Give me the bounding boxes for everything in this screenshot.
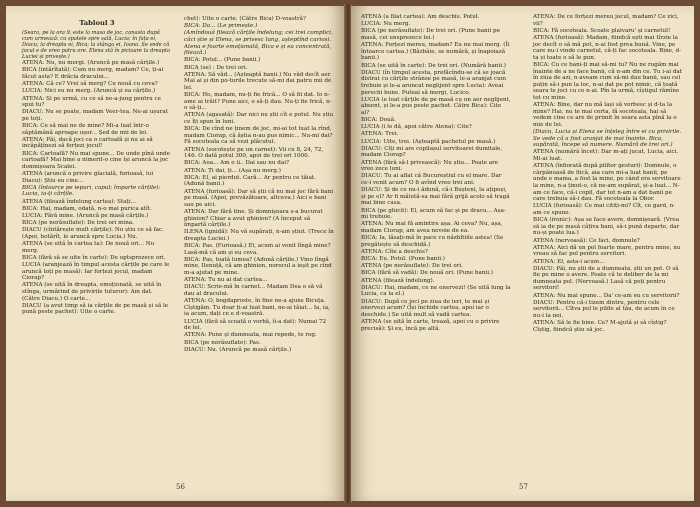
script-paragraph: BICA: Ia, lăsați-mă în pace cu năzbîtiile astea! (Se pregătește să deschidă.) bbox=[361, 235, 504, 248]
script-paragraph: ATENA: Trei. bbox=[361, 131, 399, 138]
script-paragraph: LUCIA (aranjează în timpul acesta cărțile pe care le aruncă toți pe masă): Iar forțezi jocul, madam Ciorap? bbox=[22, 262, 170, 282]
script-paragraph: ATENA: Nu, nu mergi. (Aruncă pe masă cărțile.) bbox=[22, 60, 160, 67]
script-paragraph: ATENA: Cîte a deschis? bbox=[361, 248, 428, 255]
script-paragraph: BICA: Fă socoteala. Scoate plaivaru' și carnetul! bbox=[533, 27, 671, 34]
script-paragraph: ATENA: Aici dă un pol foarte mare, pentru mine, nu vreau să fac pol pentru servitori. bbox=[533, 244, 681, 258]
script-paragraph: (Amîndouă filează cărțile îndelung; cei trei complici, câci știe și Elena, se privesc lung, așteptînd curioși. Atena e foarte emoționată, Bica e și ea concentrată, filează.) bbox=[184, 30, 333, 57]
script-paragraph: ATENA: De ce forțezi mereu jocul, madam? Ce zici, vii? bbox=[533, 14, 679, 27]
script-paragraph: LUCIA (e loat cărțile de pe masă cu un aer neglijent, absent, și le-a pus peste pachet. Către Bica): Cite ai? bbox=[361, 96, 511, 116]
script-paragraph: BICA (se) : De trei ori. bbox=[184, 64, 248, 71]
script-paragraph: (Seara, pe la ora 9, este la masa de joc, canasta după cum urmează: cu spatele spre sală, Lucia; în fața ei, Diacu; la dreapta ei, Bica; la stânga ei, Ioana. Se vede că jocul e de vreo patru ore. Elena stă în picioare la dreapta Luciei și privește.) bbox=[22, 29, 171, 60]
script-paragraph: ATENA: Pune și dumneata, mai repede, te rog. bbox=[184, 332, 317, 339]
script-paragraph: ATENA: Forțezi mereu, madam? Eu nu mai merg. (Îi întoarce cartea.) (Bâzbâie, se numără, și înapoiază banii.) bbox=[361, 42, 510, 62]
scene-title: Tabloul 3 bbox=[79, 19, 115, 27]
script-paragraph: ATENA (socotește pe un carnet): Vii cu 8, 24, 72, 146. O dată potul 300, apoi de trei ori 1000. bbox=[184, 146, 324, 160]
script-paragraph: ATENA: Bine, dar nu mă lași să vorbesc și d-ta la mine? Hai, nu te mai certa, fă socoteala, hai să vedem cine ce are de primit în seara asta pînă la o mie de lei. bbox=[533, 102, 677, 128]
script-paragraph: BICA (pe nerăsuflate): Pas. bbox=[184, 339, 261, 346]
script-paragraph: chet): Uite o carte. (Către Bica) D-voastră? bbox=[184, 16, 306, 22]
script-paragraph: BICA (pe ghicit): El, acum să fac și pe dracu... Așa-mi trebuie. bbox=[361, 207, 506, 221]
script-paragraph: ATENA (agasată): Dar nici nu știi cît e potul. Nu știu ce îți spun în luni. bbox=[184, 112, 334, 126]
script-paragraph: ATENA (aruncă o privire glacială, furioasă, lui Diacu): Știu eu cine... bbox=[22, 171, 154, 184]
script-paragraph: ATENA: Și pe urmă, cu ce să ne-a-jung pentru ce spui tu? bbox=[22, 95, 161, 109]
script-paragraph: ATENA: Că ce? Vrei să merg? Cu nouă cu ceva? bbox=[22, 81, 158, 88]
script-paragraph: BICA: Pas, toată lumea? (Adună cărțile.) Vino lîngă mine, Ilenuță, că am ghinion, norocul a ieșit pe cînd m-a ajutat pe mine. bbox=[184, 256, 332, 277]
script-paragraph: BICA: Cu ce bani-ți mai să-mi tu? Nu ne rugăm mai înainte de a ne face banii, că n-am din ce. Tu i-ai dat în ziua de azi, n-aveam cum să-mi dau banii, sau cel puțin să-i pun la loc, n-ai dat pe pot nimic, că toată seara te joci cu ce n-ai. Pîn la urmă, cîștigul rămîne tot cu mine. bbox=[533, 61, 682, 101]
script-paragraph: ATENA: O, bogdaproste, în fine ne-a ajuns Bicuța. Cîștigăm. Tu doar ți-ai luat bani, ne-ai tăiat... Ia, ia, ia acum, dați ce e d-voastră. bbox=[184, 298, 330, 318]
script-paragraph: BICA (ironic): Așa se face avere, domnișoară. (Vrea să ia de pe masă câțiva bani, să-i pună departe, dar nu-și poate lua.) bbox=[533, 217, 680, 237]
script-paragraph: LUCIA (i le dă, apoi către Atena): Cite? bbox=[361, 124, 472, 131]
script-paragraph: BICA: Ho, madam, nu-ți fie frică... O să fii dat. Io n-ame ai trăit? Pune aici, o să-ți dau. Nu-ți fie frică, n-o să-ți... bbox=[184, 92, 332, 112]
script-paragraph: BICA (pe nerăsuflate): De trei ori. (Pune banii pe masă, cei unsprezece lei.) bbox=[361, 28, 500, 41]
script-paragraph: DIACU: Nu. (Aruncă pe masă cărțile.) bbox=[184, 346, 292, 353]
script-paragraph: ATENA (pe nerăsuflate): De trei ori. bbox=[361, 263, 463, 270]
script-paragraph: BICA (se uită în carte): De trei ori. (Numără banii.) bbox=[361, 62, 506, 69]
script-paragraph: ATENA: Ți dai, ți... (Așa nu merg.) bbox=[184, 167, 281, 174]
script-paragraph: ILENA (ignidă): Nu vă supărați, n-am știut. (Trece în dreapta Luciei.) bbox=[184, 229, 334, 242]
script-paragraph: ATENA (filează îndelung cartea): Stați... bbox=[22, 198, 136, 205]
script-paragraph: BICA: El, ai pierdut. Cară... Ar pentru ce tăiat. (Adună banii.) bbox=[184, 174, 316, 188]
script-paragraph: ATENA: Să văd... (Așteaptă banii.) Nu văd decît aer. Mai ai și din po-turile trecute să-mi dai patru mii de lei. bbox=[184, 71, 332, 91]
script-paragraph: BICA (fără să vadă): De nouă ori. (Pune banii.) bbox=[361, 270, 493, 277]
script-paragraph: DIACU: Nu se poate, madam Veer-tea. Ne-ai ușurat pe toți. bbox=[22, 109, 168, 122]
script-paragraph: ATENA: Tu nu ai dat cartea... bbox=[184, 277, 268, 284]
script-paragraph: ATENA (nervoasă): Ce faci, domnule? bbox=[533, 237, 640, 244]
script-paragraph: DIACU (în timpul acesta, prefăcîndu-se că se joacă distrat cu cărțile strânse pe masă, le-a aranjat cum trebuie și le-a aruncat neglijent spre Lucia): Aveai perechi bune. Puteai să mergi, Lucico. bbox=[361, 69, 507, 96]
script-paragraph: BICA (pe nerăsuflate): De trei ori mina. bbox=[22, 220, 134, 227]
script-paragraph: DIACU: Păi, nu știi de a dumneata, știi un pot. O să fie pe mine o avere. Poate că te deliber de la mi dumneata pol. (Nervoasă.) Lasă că poți pentru servitori! bbox=[533, 265, 679, 292]
script-paragraph: DIACU (cîntărește mult cărțile): Nu știu ce să fac. (Apoi, hotărît, le aruncă spre Lucia.) Nu. bbox=[22, 227, 164, 240]
script-paragraph: ATENA: Nu mai fă amintire așa. Ai ceva? Nu, așa, madam Ciorap, am avea nevoie de ea. bbox=[361, 221, 503, 234]
script-paragraph: ATENA (a filat cartea): Am deschis. Potul. bbox=[361, 14, 480, 20]
script-paragraph: BICA: Eu. Potul. (Pune banii.) bbox=[361, 256, 445, 263]
script-paragraph: ATENA (înfiorată după pilitor gesturi): Domnule, o cârpănoasă de fiică, aia care mi-a luat banii, pe unde e mama, a fost la mine, pe când era servitoare la mine, n-a ținut-o, că ne-am supărat, și-a luat... N-am ce face, că-i copil, dar tot n-am a dat banii pe care trebuia să-i dau. Fă socoteala la Obor. bbox=[533, 163, 681, 203]
script-paragraph: DIACU (a avut timp să ia cărțile de pe masă și să le pună peste pachet): Uite o carte. bbox=[22, 302, 169, 316]
script-paragraph: DIACU: Pentru că-i tizem dintru, pentru cele servitorii... Cîtva pol le pilde al tău, de acum în ce nu-i la noi. bbox=[533, 299, 675, 320]
script-paragraph: ATENA (numără încet): Dar m-ați jucat, Lucia, aici. Mi-ai luat. bbox=[533, 149, 679, 163]
script-paragraph: BICA: Da... (Le primește.) bbox=[184, 23, 258, 30]
script-paragraph: ATENA (furioasă): Dar să știi că nu mai joc fără bani pe masă. (Apoi, prevăzătoare, altceva.) Aici e bani sau pe aici. bbox=[184, 188, 334, 208]
script-paragraph: (Diacu, Lucia și Elena se înțeleg între ei cu privirile. Se vede că a fost aranjat de mai înainte. Bica, supărată, începe să numere. Numără de trei ori.) bbox=[533, 129, 682, 149]
script-paragraph: DIACU: Hai, madam, ce ne enervezi! (Se uită lung la Lucia, ca la el.) bbox=[361, 284, 511, 298]
script-paragraph: DIACU: Și de ce nu-i ădună, că-i Bușteni, la ațipoși, și pe el? Ar fi măiută-sa mai fără grijă acolo să tragă mai bine casa. bbox=[361, 187, 510, 207]
page-number-right: 57 bbox=[519, 483, 528, 491]
script-paragraph: BICA: Aoa... Am o ii.. Dai sau nu dai? bbox=[184, 160, 289, 167]
script-paragraph: ATENA (filează îndelung). bbox=[361, 277, 435, 284]
script-paragraph: LUCIA: Uite, trei. (Așteaptă pachetul pe masă.) bbox=[361, 138, 496, 145]
script-paragraph: ATENA: Să le fie bine. Ce? M-ajută și să cîștig? Cîștig, fiindcă știu să joc. bbox=[533, 320, 667, 333]
script-paragraph: ATENA (se uită în cartea ta): De nouă ori... Nu merg. bbox=[22, 241, 155, 254]
script-paragraph: BICA: De cînd ne ținem de joc, mi-ai tot luat la rînd, madam Ciorap, că ăștia n-au pus nimic... Nu-mi dai? Fă socoteala ca să vezi plăcutul. bbox=[184, 126, 333, 146]
script-paragraph: ATENA: El, asta-i acum... bbox=[533, 258, 605, 265]
script-paragraph: ATENA (se uită în dreapta, emoționată, se uită în stînga, urmărind de privirile tuturor): Am dat. (Către Diacu.) O carte... bbox=[22, 282, 162, 302]
script-paragraph: BICA: Două. bbox=[361, 117, 396, 124]
script-paragraph: BICA: Hai, madam, odată, n-o mai purica atît. bbox=[22, 205, 152, 212]
script-paragraph: ATENA (se uită în carte, trează, apoi cu o privire precisă): Și eu, încă pe altă. bbox=[361, 318, 500, 332]
left-page bbox=[6, 6, 345, 501]
script-paragraph: ATENA: Dar fără tine. Și domnișoara s-a bucurat ghinion? Chiar a avut ghinion? (A început să împartă cărțile.) bbox=[184, 208, 323, 229]
script-paragraph: DIACU: După ce joci pe ziua de ieri, te mai și enervezi acum? (Își închide cartea, apoi iar o deschide.) Se uită mult să vadă cartea. bbox=[361, 298, 490, 318]
script-paragraph: LUCIA (furioasă): Ce mai citiți-mi? Cît, ce gard, n-am ce spune. bbox=[533, 203, 676, 216]
script-paragraph: BICA: Pas. (Furioasă.) El, acum ai venit lîngă mine? Lasă-mă că am și eu ceva. bbox=[184, 243, 331, 256]
script-paragraph: LUCIA: Fără mine. (Aruncă pe masă cărțile.) bbox=[22, 212, 149, 219]
script-paragraph: BICA: Potul... (Pune banii.) bbox=[184, 57, 261, 64]
script-paragraph: BICA: Ce să mai ne de mine? Mi-a luat într-o săptămână aproape ușor... Șed de mii de lei. bbox=[22, 123, 149, 136]
left-page-column-2 bbox=[184, 16, 334, 354]
script-paragraph: ATENA (fără să-l privească): Nu știu... Poate are vreo zece luni. bbox=[361, 159, 499, 173]
script-paragraph: ATENA (furioasă): Madam, fiindcă ești mai tîrzie la joc decît o să mă pot, n-ai fost prea bună. Vine, pe care nu-i vinde carnetul, că-ți fac socoteala. Bine, d-ta și toate o să le pun. bbox=[533, 34, 682, 61]
right-page-column-1 bbox=[361, 14, 511, 333]
script-paragraph: DIACU: Tu ai aflat că Bucureștiul cu el mare. Dar ce-i venit acum? O fi avînd vreo trei ani. bbox=[361, 173, 502, 186]
right-page bbox=[351, 6, 694, 501]
script-paragraph: BICA: Cartoafă? Nu mai spune... De unde pînă unde cartoafă? Mai bine a nimerit-o cine își aruncă la joc domnișoara Scalei. bbox=[22, 150, 170, 170]
script-paragraph: ATENA: Păi, dacă joci ca o cartoafă și nu ai să incâpățînezi să forțezi jocul! bbox=[22, 136, 153, 150]
script-paragraph: DIACU: Scrie-mă în carnet... Madam Dea o să vă dau al dracului. bbox=[184, 284, 323, 298]
script-paragraph: BICA (intărîtată): Cum nu merg, madam? Ce, ți-ai făcut asta? E drăcia dracului... bbox=[22, 67, 164, 80]
script-paragraph: BICA (întoarce pe iepuri, capul; împarte cărțile): Lucia, ia-ți cărțile. bbox=[22, 184, 161, 198]
script-paragraph: LUCIA: Nici eu nu merg. (Aruncă și ea cărțile.) bbox=[22, 88, 156, 95]
left-page-column-1 bbox=[22, 20, 172, 317]
right-page-column-2 bbox=[533, 14, 683, 334]
script-paragraph: LUCIA (fără să scoată o vorbă, îi-a dat): Numai 72 de lei. bbox=[184, 318, 327, 332]
script-paragraph: BICA (fără să se uite în carte): De optsprezece ori. bbox=[22, 254, 166, 261]
script-paragraph: ATENA: Nu mai spune... Da' ce-am eu cu servitorii? bbox=[533, 292, 680, 299]
script-paragraph: DIACU: Cîți mi are copilașul servitoarei dumitale, madam Ciorap? bbox=[361, 145, 503, 159]
page-number-left: 56 bbox=[176, 483, 185, 491]
script-paragraph: LUCIA: Nu merg. bbox=[361, 21, 411, 28]
